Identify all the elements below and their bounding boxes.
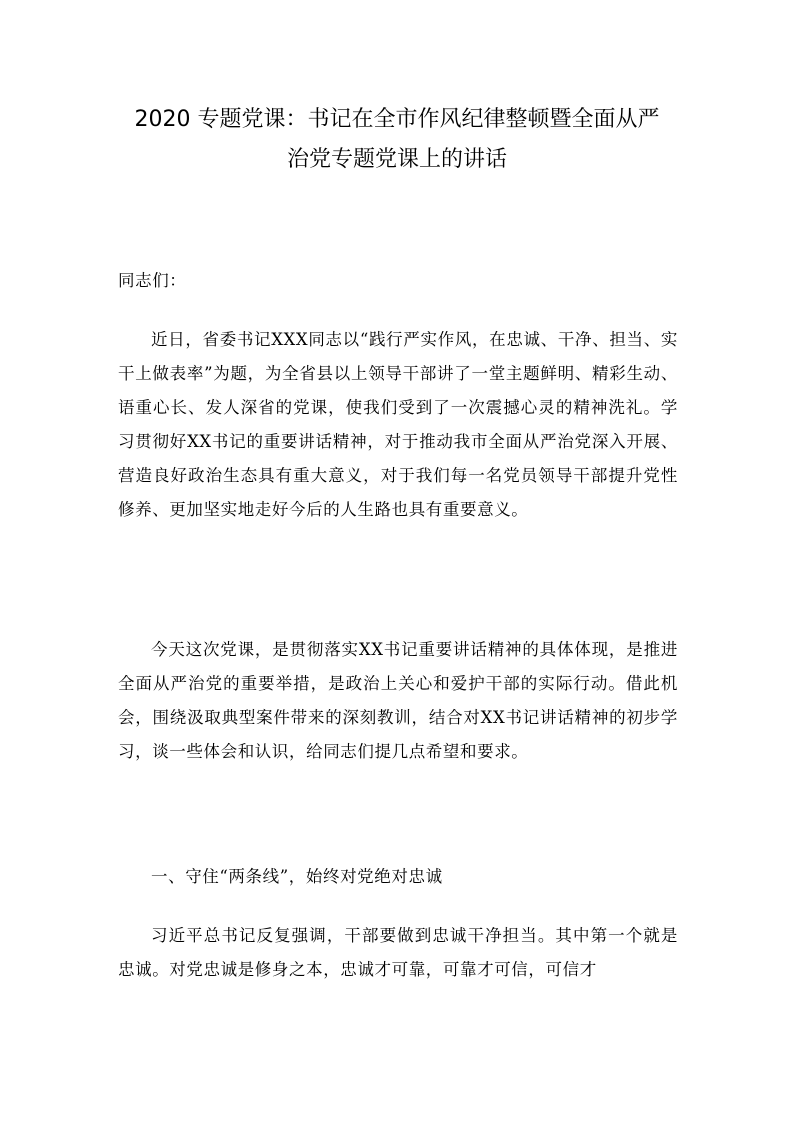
salutation: 同志们： — [118, 271, 187, 290]
paragraph-1: 近日，省委书记XXX同志以“践行严实作风，在忠诚、干净、担当、实干上做表率”为题，为全省县以上领导干部讲了一堂主题鲜明、精彩生动、语重心长、发人深省的党课，使我们受到了一次震撼心灵的精神洗礼。学习贯彻好XX书记的重要讲话精神，对于推动我市全面从严治党深入开展、营造良好政治生态具有重大意义，对于我们每一名党员领导干部提升党性修养、更加坚实地走好今后的人生路也具有重要意义。 — [118, 330, 678, 519]
document-title-line-1: 2020 专题党课：书记在全市作风纪律整顿暨全面从严 — [134, 107, 660, 132]
document-title — [110, 100, 684, 180]
paragraph-2: 今天这次党课，是贯彻落实XX书记重要讲话精神的具体体现，是推进全面从严治党的重要举措，是政治上关心和爱护干部的实际行动。借此机会，围绕汲取典型案件带来的深刻教训，结合对XX书记讲话精神的初步学习，谈一些体会和认识，给同志们提几点希望和要求。 — [118, 640, 678, 761]
section-heading: 一、守住“两条线”，始终对党绝对忠诚 — [151, 867, 443, 886]
section-paragraph: 习近平总书记反复强调，干部要做到忠诚干净担当。其中第一个就是忠诚。对党忠诚是修身之本，忠诚才可靠，可靠才可信，可信才 — [118, 926, 678, 979]
document-title-line-2: 治党专题党课上的讲话 — [286, 147, 507, 172]
